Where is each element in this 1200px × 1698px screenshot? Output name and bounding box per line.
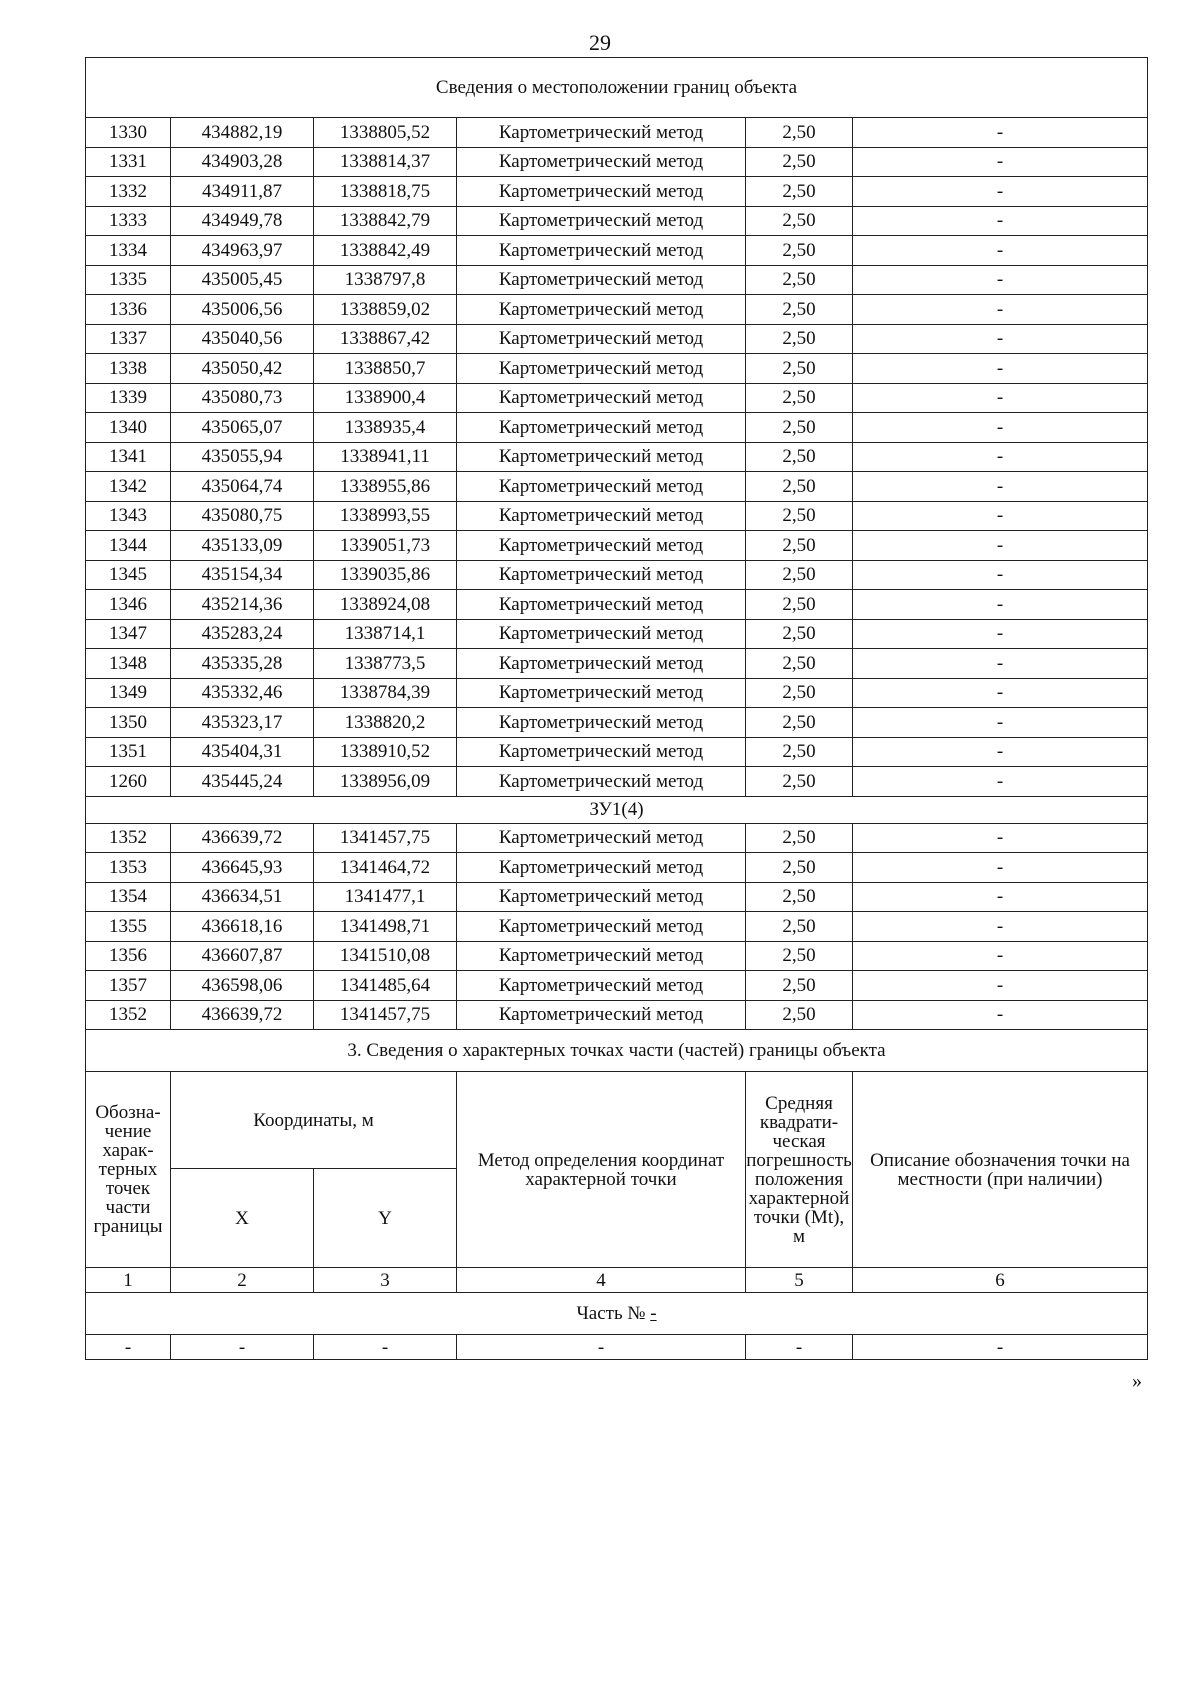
table-cell: 1338818,75	[314, 177, 457, 207]
table-cell: Картометрический метод	[457, 678, 746, 708]
table-cell: 2,50	[746, 206, 853, 236]
table-cell: -	[853, 882, 1148, 912]
table-cell: -	[853, 501, 1148, 531]
table-cell: -	[853, 472, 1148, 502]
table-cell: 1338910,52	[314, 737, 457, 767]
table-cell: 1338956,09	[314, 767, 457, 797]
table-cell: 1336	[86, 295, 171, 325]
table-row	[86, 147, 1148, 177]
table-cell: -	[853, 649, 1148, 679]
closing-quote: »	[1132, 1370, 1142, 1392]
table-cell: 435154,34	[171, 560, 314, 590]
table-cell: 1338941,11	[314, 442, 457, 472]
table-row	[86, 295, 1148, 325]
table-cell: 1338	[86, 354, 171, 384]
header-y: Y	[314, 1169, 457, 1268]
table-cell: 2,50	[746, 619, 853, 649]
table-cell: -	[853, 383, 1148, 413]
table-cell: 435050,42	[171, 354, 314, 384]
table-cell: 2,50	[746, 853, 853, 883]
table-cell: 1338935,4	[314, 413, 457, 443]
table-cell: 2,50	[746, 236, 853, 266]
table-row	[86, 442, 1148, 472]
table-cell: 1341457,75	[314, 823, 457, 853]
table-row	[86, 1335, 1148, 1360]
table-cell: 1341498,71	[314, 912, 457, 942]
table-row	[86, 501, 1148, 531]
table-cell: Картометрический метод	[457, 560, 746, 590]
header-method: Метод определения координат характерной точки	[457, 1072, 746, 1268]
table-cell: -	[853, 853, 1148, 883]
part-label-cell	[86, 1293, 1148, 1335]
table-cell: 2,50	[746, 324, 853, 354]
table-cell: 1352	[86, 823, 171, 853]
table-row	[86, 941, 1148, 971]
table-cell: -	[853, 941, 1148, 971]
table-cell: 2,50	[746, 295, 853, 325]
table-cell: 1341457,75	[314, 1000, 457, 1030]
table-cell: 435323,17	[171, 708, 314, 738]
table-cell: -	[853, 708, 1148, 738]
table-cell: -	[171, 1335, 314, 1360]
table-cell: 1345	[86, 560, 171, 590]
table-cell: Картометрический метод	[457, 941, 746, 971]
table-cell: 436618,16	[171, 912, 314, 942]
table-cell: Картометрический метод	[457, 882, 746, 912]
table-cell: 1260	[86, 767, 171, 797]
table-cell: 2,50	[746, 971, 853, 1001]
table-cell: Картометрический метод	[457, 177, 746, 207]
column-number: 3	[314, 1268, 457, 1293]
table-cell: 1339051,73	[314, 531, 457, 561]
table-row	[86, 354, 1148, 384]
table-cell: 1341464,72	[314, 853, 457, 883]
table-cell: -	[853, 1000, 1148, 1030]
table-row	[86, 619, 1148, 649]
table-row	[86, 1000, 1148, 1030]
header-coordinates: Координаты, м	[171, 1072, 457, 1169]
table-row	[86, 678, 1148, 708]
table-cell: 2,50	[746, 882, 853, 912]
section3-title: 3. Сведения о характерных точках части (частей) границы объекта	[86, 1030, 1148, 1072]
table-row	[86, 177, 1148, 207]
table-cell: 2,50	[746, 649, 853, 679]
page-number: 29	[589, 30, 611, 55]
table-cell: 435283,24	[171, 619, 314, 649]
table-cell: 1338842,49	[314, 236, 457, 266]
table-cell: 434903,28	[171, 147, 314, 177]
table-cell: Картометрический метод	[457, 767, 746, 797]
table-cell: -	[853, 295, 1148, 325]
zu-label: ЗУ1(4)	[86, 796, 1148, 823]
table-cell: 436598,06	[171, 971, 314, 1001]
table-cell: 1352	[86, 1000, 171, 1030]
table-cell: 2,50	[746, 442, 853, 472]
table-cell: 1341510,08	[314, 941, 457, 971]
part-value: -	[650, 1303, 657, 1324]
table-cell: 2,50	[746, 590, 853, 620]
table-cell: Картометрический метод	[457, 619, 746, 649]
table-cell: -	[457, 1335, 746, 1360]
table-cell: 2,50	[746, 767, 853, 797]
table-row	[86, 265, 1148, 295]
column-number: 4	[457, 1268, 746, 1293]
table-cell: 1344	[86, 531, 171, 561]
column-numbers-row	[86, 1268, 1148, 1293]
table-cell: Картометрический метод	[457, 324, 746, 354]
table-cell: 435064,74	[171, 472, 314, 502]
table-cell: -	[86, 1335, 171, 1360]
table-cell: 1355	[86, 912, 171, 942]
table-cell: 2,50	[746, 472, 853, 502]
table-cell: 1339035,86	[314, 560, 457, 590]
table-row	[86, 912, 1148, 942]
table-row	[86, 708, 1148, 738]
table-cell: 435005,45	[171, 265, 314, 295]
table-row	[86, 971, 1148, 1001]
part-label: Часть №	[576, 1303, 646, 1324]
table-row	[86, 882, 1148, 912]
table-cell: 1347	[86, 619, 171, 649]
table-cell: 2,50	[746, 737, 853, 767]
table-cell: 1337	[86, 324, 171, 354]
table-cell: 1334	[86, 236, 171, 266]
table-row	[86, 383, 1148, 413]
table-cell: 1338859,02	[314, 295, 457, 325]
table-cell: 434882,19	[171, 118, 314, 148]
table-row	[86, 767, 1148, 797]
table-cell: 434963,97	[171, 236, 314, 266]
table-cell: Картометрический метод	[457, 501, 746, 531]
table-row	[86, 560, 1148, 590]
table-cell: Картометрический метод	[457, 708, 746, 738]
table-cell: 2,50	[746, 941, 853, 971]
table-cell: 1341	[86, 442, 171, 472]
table-cell: 1338814,37	[314, 147, 457, 177]
table-cell: Картометрический метод	[457, 236, 746, 266]
table-cell: -	[853, 912, 1148, 942]
table-cell: 2,50	[746, 560, 853, 590]
table-cell: 2,50	[746, 147, 853, 177]
table-cell: Картометрический метод	[457, 383, 746, 413]
table-cell: 435006,56	[171, 295, 314, 325]
table-cell: -	[853, 560, 1148, 590]
table-cell: 2,50	[746, 413, 853, 443]
header-point-designation: Обозна-чение харак-терных точек части границы	[86, 1072, 171, 1268]
table-cell: 436639,72	[171, 1000, 314, 1030]
table-cell: Картометрический метод	[457, 442, 746, 472]
table-cell: 434949,78	[171, 206, 314, 236]
table-row	[86, 118, 1148, 148]
table-cell: 1354	[86, 882, 171, 912]
table-cell: Картометрический метод	[457, 531, 746, 561]
table-cell: Картометрический метод	[457, 118, 746, 148]
table-cell: 1340	[86, 413, 171, 443]
header-x: X	[171, 1169, 314, 1268]
column-number: 6	[853, 1268, 1148, 1293]
table-cell: 1330	[86, 118, 171, 148]
table-cell: -	[314, 1335, 457, 1360]
table-cell: 1338784,39	[314, 678, 457, 708]
table-cell: 1335	[86, 265, 171, 295]
table-cell: -	[853, 823, 1148, 853]
table-cell: -	[853, 678, 1148, 708]
table-cell: -	[853, 442, 1148, 472]
table-cell: 435404,31	[171, 737, 314, 767]
table-row	[86, 413, 1148, 443]
table-cell: 2,50	[746, 678, 853, 708]
table-cell: 1357	[86, 971, 171, 1001]
table-cell: -	[853, 619, 1148, 649]
table-cell: 435445,24	[171, 767, 314, 797]
table-cell: 1338867,42	[314, 324, 457, 354]
table-cell: 1341477,1	[314, 882, 457, 912]
table-cell: 1332	[86, 177, 171, 207]
table-cell: Картометрический метод	[457, 147, 746, 177]
column-number: 2	[171, 1268, 314, 1293]
table-cell: 1341485,64	[314, 971, 457, 1001]
table-cell: Картометрический метод	[457, 472, 746, 502]
table-cell: -	[853, 413, 1148, 443]
table-cell: 436645,93	[171, 853, 314, 883]
table-row	[86, 531, 1148, 561]
table-cell: 1338842,79	[314, 206, 457, 236]
table-cell: 2,50	[746, 501, 853, 531]
table-cell: -	[853, 971, 1148, 1001]
table-cell: -	[853, 1335, 1148, 1360]
table-cell: Картометрический метод	[457, 853, 746, 883]
table-cell: 435332,46	[171, 678, 314, 708]
table-cell: 1339	[86, 383, 171, 413]
table-cell: 2,50	[746, 823, 853, 853]
table-cell: -	[853, 177, 1148, 207]
table-cell: 435080,73	[171, 383, 314, 413]
table-cell: 1338955,86	[314, 472, 457, 502]
table-cell: 435055,94	[171, 442, 314, 472]
table-cell: 2,50	[746, 383, 853, 413]
table-cell: -	[853, 531, 1148, 561]
header-error: Средняя квадрати-ческая погрешность положения характерной точки (Mt), м	[746, 1072, 853, 1268]
table-row	[86, 649, 1148, 679]
table-cell: 2,50	[746, 708, 853, 738]
table-cell: -	[853, 737, 1148, 767]
table-row	[86, 236, 1148, 266]
table-row	[86, 324, 1148, 354]
table-cell: Картометрический метод	[457, 354, 746, 384]
column-number: 1	[86, 1268, 171, 1293]
table-cell: 1346	[86, 590, 171, 620]
table-cell: Картометрический метод	[457, 265, 746, 295]
table-cell: 1338850,7	[314, 354, 457, 384]
table-cell: -	[853, 354, 1148, 384]
table-cell: -	[853, 265, 1148, 295]
boundary-table	[85, 57, 1148, 1360]
table-cell: Картометрический метод	[457, 590, 746, 620]
table-cell: Картометрический метод	[457, 737, 746, 767]
table-row	[86, 590, 1148, 620]
table-cell: -	[853, 236, 1148, 266]
table-cell: -	[853, 767, 1148, 797]
table-cell: 1338773,5	[314, 649, 457, 679]
table-cell: 1338805,52	[314, 118, 457, 148]
table-cell: 2,50	[746, 531, 853, 561]
table-cell: 1350	[86, 708, 171, 738]
table-cell: 2,50	[746, 265, 853, 295]
table-cell: 434911,87	[171, 177, 314, 207]
table-row	[86, 472, 1148, 502]
table-cell: 435214,36	[171, 590, 314, 620]
table-cell: 2,50	[746, 354, 853, 384]
table-cell: 435335,28	[171, 649, 314, 679]
table-cell: 435080,75	[171, 501, 314, 531]
table-cell: 2,50	[746, 177, 853, 207]
table-cell: 1353	[86, 853, 171, 883]
table-cell: 2,50	[746, 912, 853, 942]
table-cell: Картометрический метод	[457, 823, 746, 853]
table-cell: 1338820,2	[314, 708, 457, 738]
table-cell: -	[853, 147, 1148, 177]
table-cell: 1348	[86, 649, 171, 679]
table-cell: 2,50	[746, 1000, 853, 1030]
table-row	[86, 206, 1148, 236]
table-cell: 1351	[86, 737, 171, 767]
table-cell: 436634,51	[171, 882, 314, 912]
table-cell: -	[853, 118, 1148, 148]
table-cell: 1338797,8	[314, 265, 457, 295]
table-cell: 1349	[86, 678, 171, 708]
table-cell: Картометрический метод	[457, 649, 746, 679]
table-cell: Картометрический метод	[457, 206, 746, 236]
table-cell: Картометрический метод	[457, 295, 746, 325]
section-title: Сведения о местоположении границ объекта	[86, 58, 1148, 118]
table-cell: Картометрический метод	[457, 912, 746, 942]
table-cell: Картометрический метод	[457, 413, 746, 443]
table-cell: 1338900,4	[314, 383, 457, 413]
table-cell: 1342	[86, 472, 171, 502]
table-cell: 1338924,08	[314, 590, 457, 620]
table-cell: 2,50	[746, 118, 853, 148]
table-cell: 1333	[86, 206, 171, 236]
table-cell: 1331	[86, 147, 171, 177]
table-row	[86, 853, 1148, 883]
table-cell: 435065,07	[171, 413, 314, 443]
table-cell: 1356	[86, 941, 171, 971]
table-cell: -	[853, 206, 1148, 236]
table-cell: Картометрический метод	[457, 971, 746, 1001]
table-cell: 1343	[86, 501, 171, 531]
table-row	[86, 737, 1148, 767]
table-cell: -	[746, 1335, 853, 1360]
table-cell: -	[853, 324, 1148, 354]
table-cell: 1338714,1	[314, 619, 457, 649]
table-cell: -	[853, 590, 1148, 620]
column-number: 5	[746, 1268, 853, 1293]
table-cell: 436639,72	[171, 823, 314, 853]
table-cell: 435133,09	[171, 531, 314, 561]
table-cell: 436607,87	[171, 941, 314, 971]
table-cell: Картометрический метод	[457, 1000, 746, 1030]
table-cell: 435040,56	[171, 324, 314, 354]
table-cell: 1338993,55	[314, 501, 457, 531]
header-description: Описание обозначения точки на местности (при наличии)	[853, 1072, 1148, 1268]
table-row	[86, 823, 1148, 853]
